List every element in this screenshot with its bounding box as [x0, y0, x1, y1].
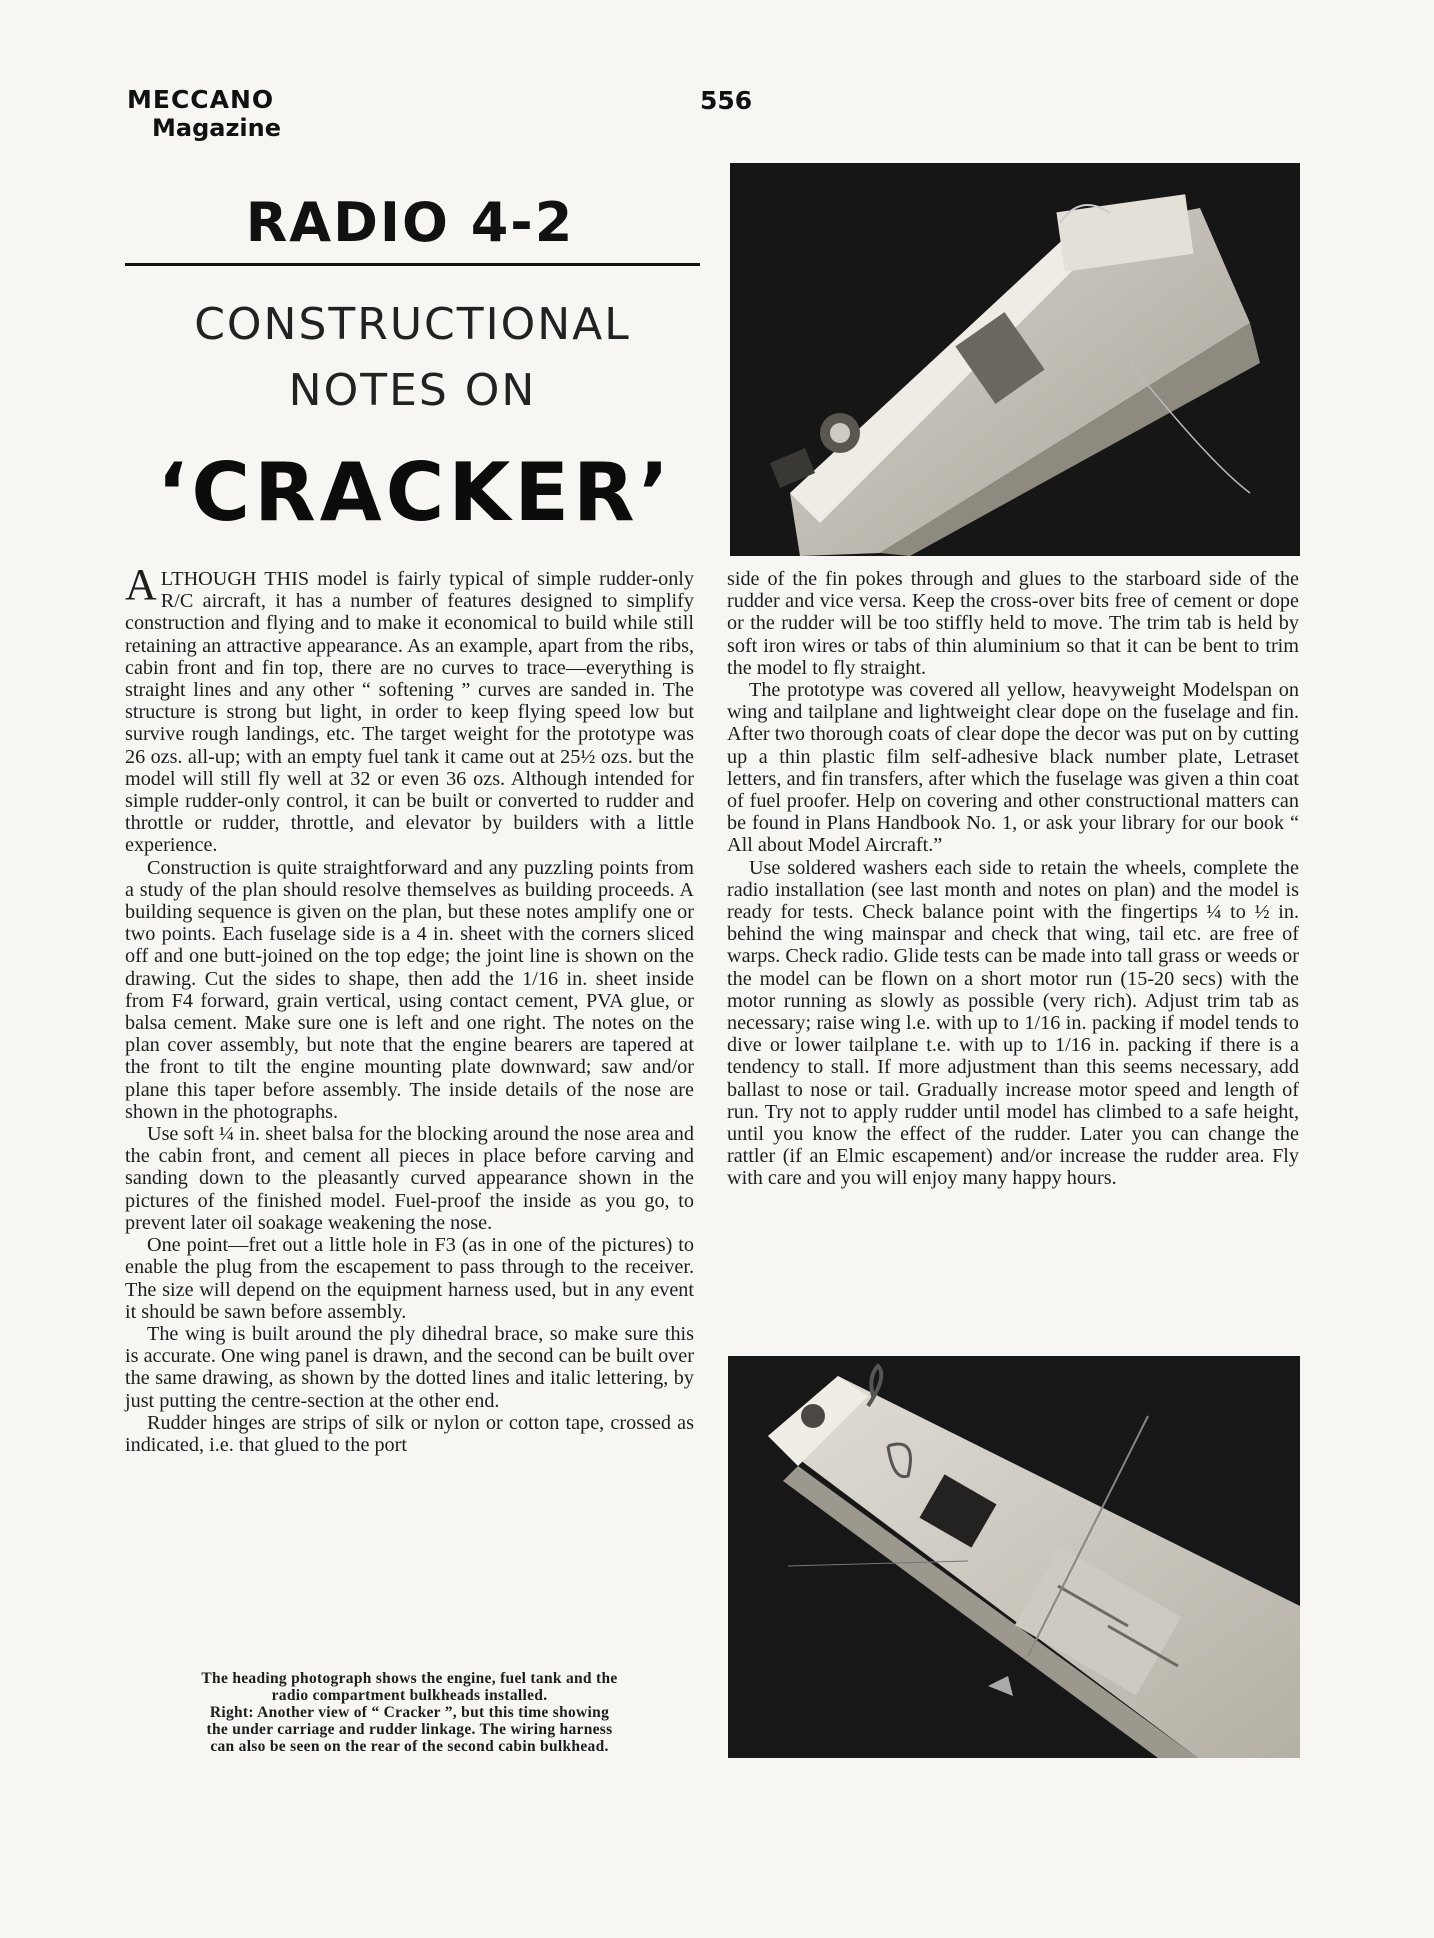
caption-line: Right: Another view of “ Cracker ”, but this time showing	[209, 1704, 610, 1721]
paragraph: side of the fin pokes through and glues to the starboard side of the rudder and vice versa. Keep the cross-over bits free of cement or dope or the rudder will be too stiffly held to move. The trim tab is held by soft iron wires or tabs of thin aluminium so that it can be bent to trim the model to fly straight.	[727, 568, 1299, 679]
fuselage-nose-image	[730, 163, 1300, 556]
masthead-subtitle: Magazine	[152, 114, 282, 142]
paragraph: Use soldered washers each side to retain the wheels, complete the radio installation (see last month and notes on plan) and the model is ready for tests. Check balance point with the fingertips ¼ to ½ in. behind the wing mainspar and check that wing, tail etc. are free of warps. Check radio. Glide tests can be made into tall grass or weeds or the model can be flown on a short motor run (15-20 secs) with the motor running as slowly as possible (very rich). Adjust trim tab as necessary; raise wing l.e. with up to 1/16 in. packing if model tends to dive or lower tailplane t.e. with up to 1/16 in. packing if there is a tendency to stall. If more adjustment than this seems necessary, add ballast to nose or tail. Gradually increase motor speed and length of run. Try not to apply rudder until model has climbed to a safe height, until you know the effect of the rudder. Later you can change the rattler (if an Elmic escapement) and/or increase the rudder area. Fly with care and you will enjoy many happy hours.	[727, 856, 1299, 1190]
photo-captions	[125, 1670, 694, 1755]
article-left-column	[125, 560, 694, 1456]
article-model-name: ‘CRACKER’	[157, 446, 673, 539]
caption-line: the under carriage and rudder linkage. The wiring harness	[206, 1721, 613, 1738]
article-subtitle-line1: CONSTRUCTIONAL	[194, 299, 631, 350]
paragraph: The wing is built around the ply dihedral brace, so make sure this is accurate. One wing panel is drawn, and the second can be built over the same drawing, as shown by the dotted lines and italic lettering, by just putting the centre-section at the other end.	[125, 1322, 694, 1412]
paragraph: Use soft ¼ in. sheet balsa for the blocking around the nose area and the cabin front, and cement all pieces in place before carving and sanding down to the pleasantly curved appearance shown in the pictures of the finished model. Fuel-proof the inside as you go, to prevent later oil soakage weakening the nose.	[125, 1123, 694, 1234]
title-rule	[125, 263, 700, 266]
undercarriage-photograph	[728, 1356, 1300, 1758]
masthead-title: MECCANO	[127, 85, 275, 114]
article-right-column	[727, 568, 1299, 1190]
paragraph: ALTHOUGH THIS model is fairly typical of simple rudder-only R/C aircraft, it has a number of features designed to simplify construction and flying and to make it economical to build while still retaining an attractive appearance. As an example, apart from the ribs, cabin front and fin top, there are no curves to trace—everything is straight lines and any other “ softening ” curves are sanded in. The structure is strong but light, in order to keep flying speed low but survive rough landings, etc. The target weight for the prototype was 26 ozs. all-up; with an empty fuel tank it came out at 25½ ozs. but the model will still fly well at 32 or even 36 ozs. Although intended for simple rudder-only control, it can be built or converted to rudder and throttle or rudder, throttle, and elevator by builders with a little experience.	[125, 560, 694, 857]
caption-line: radio compartment bulkheads installed.	[271, 1687, 548, 1704]
caption-line: The heading photograph shows the engine, fuel tank and the	[201, 1670, 618, 1687]
article-subtitle-line2: NOTES ON	[288, 365, 537, 416]
paragraph: The prototype was covered all yellow, heavyweight Modelspan on wing and tailplane and lightweight clear dope on the fuselage and fin. After two thorough coats of clear dope the decor was put on by cutting up a thin plastic film self-adhesive black number plate, Letraset letters, and fin transfers, after which the fuselage was given a thin coat of fuel proofer. Help on covering and other constructional matters can be found in Plans Handbook No. 1, or ask your library for our book “ All about Model Aircraft.”	[727, 679, 1299, 857]
caption-line: can also be seen on the rear of the second cabin bulkhead.	[210, 1738, 609, 1755]
heading-photograph	[730, 163, 1300, 556]
article-title: RADIO 4-2	[245, 191, 575, 254]
page-number: 556	[700, 86, 753, 115]
paragraph: Construction is quite straightforward and any puzzling points from a study of the plan should resolve themselves as building proceeds. A building sequence is given on the plan, but these notes amplify one or two points. Each fuselage side is a 4 in. sheet with the corners sliced off and one butt-joined on the top edge; the joint line is shown on the drawing. Cut the sides to shape, then add the 1/16 in. sheet inside from F4 forward, grain vertical, using contact cement, PVA glue, or balsa cement. Make sure one is left and one right. The notes on the plan cover assembly, but note that the engine bearers are tapered at the front to tilt the engine mounting plate downward; saw and/or plane this taper before assembly. The inside details of the nose are shown in the photographs.	[125, 856, 694, 1123]
magazine-masthead	[127, 86, 281, 142]
fuselage-underside-image	[728, 1356, 1300, 1758]
drop-cap: A	[125, 560, 157, 609]
paragraph: One point—fret out a little hole in F3 (as in one of the pictures) to enable the plug from the escapement to pass through to the receiver. The size will depend on the equipment harness used, but in any event it should be sawn before assembly.	[125, 1234, 694, 1323]
paragraph: Rudder hinges are strips of silk or nylon or cotton tape, crossed as indicated, i.e. that glued to the port	[125, 1411, 694, 1456]
